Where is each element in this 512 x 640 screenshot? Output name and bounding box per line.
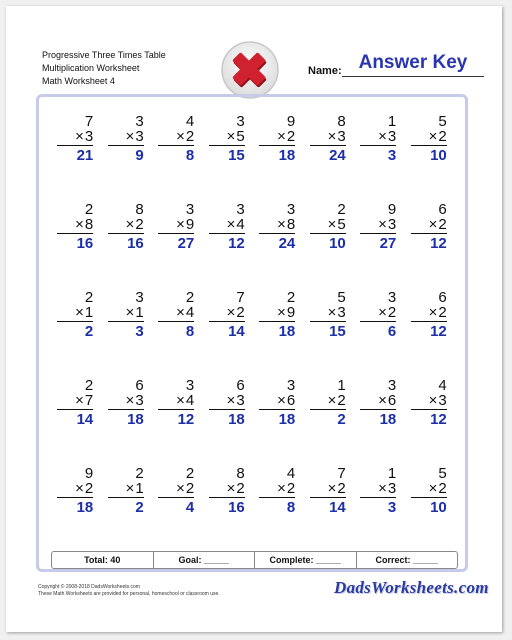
multiplier: 2 — [438, 128, 447, 145]
problem-row — [36, 202, 468, 290]
problem — [360, 290, 396, 378]
times-sign: × — [378, 392, 387, 409]
times-sign: × — [378, 128, 387, 145]
multiplier-line — [57, 305, 93, 322]
multiplicand: 3 — [185, 201, 195, 218]
multiplicand: 6 — [438, 201, 447, 218]
times-sign: × — [327, 128, 337, 145]
times-sign: × — [75, 128, 84, 145]
answer: 18 — [278, 323, 296, 340]
times-sign: × — [226, 480, 236, 497]
multiplier: 2 — [84, 480, 94, 497]
multiplier: 2 — [438, 216, 447, 233]
copyright-line-1: Copyright © 2008-2018 DadsWorksheets.com — [38, 584, 140, 590]
multiplicand: 3 — [387, 377, 397, 394]
times-sign: × — [125, 128, 135, 145]
multiplicand: 3 — [135, 113, 144, 130]
multiplier: 2 — [337, 392, 346, 409]
multiplier-line — [209, 129, 245, 146]
times-sign: × — [226, 304, 236, 321]
answer: 12 — [430, 323, 447, 340]
problem — [411, 202, 447, 290]
problem — [108, 114, 144, 202]
multiplier: 3 — [337, 128, 346, 145]
multiplier: 2 — [185, 128, 195, 145]
multiplier: 9 — [286, 304, 296, 321]
complete-cell: Complete: _____ — [255, 552, 357, 568]
answer: 21 — [76, 147, 94, 164]
times-sign: × — [327, 304, 337, 321]
problem-row — [36, 290, 468, 378]
multiplier: 3 — [84, 128, 94, 145]
multiplicand: 3 — [236, 201, 245, 218]
multiplier: 1 — [135, 480, 144, 497]
multiplicand: 8 — [135, 201, 144, 218]
multiplier-line — [360, 481, 396, 498]
times-sign: × — [176, 480, 185, 497]
multiplicand: 4 — [286, 465, 296, 482]
problem — [259, 290, 295, 378]
multiplier: 3 — [387, 480, 397, 497]
answer: 10 — [430, 499, 447, 516]
multiplier-line — [259, 129, 295, 146]
problem — [209, 114, 245, 202]
answer: 14 — [76, 411, 94, 428]
problem — [209, 466, 245, 554]
answer: 2 — [337, 411, 346, 428]
multiplicand: 2 — [286, 289, 296, 306]
multiplicand: 8 — [337, 113, 346, 130]
multiplier: 7 — [84, 392, 94, 409]
multiplier: 5 — [236, 128, 245, 145]
multiplier-line — [259, 217, 295, 234]
multiplier: 3 — [387, 128, 397, 145]
times-sign: × — [428, 392, 438, 409]
multiplicand: 6 — [438, 289, 447, 306]
times-sign: × — [428, 480, 438, 497]
answer: 8 — [286, 499, 296, 516]
multiplicand: 2 — [185, 289, 195, 306]
times-sign: × — [75, 480, 84, 497]
name-label: Name: — [308, 65, 342, 77]
multiplier: 3 — [387, 216, 397, 233]
answer: 16 — [228, 499, 245, 516]
problem — [360, 202, 396, 290]
site-logo: DadsWorksheets.com — [334, 578, 489, 597]
problem — [259, 202, 295, 290]
worksheet-title — [42, 49, 166, 88]
multiplier-line — [259, 305, 295, 322]
title-line-1: Progressive Three Times Table — [42, 50, 166, 60]
times-sign: × — [176, 128, 185, 145]
times-sign: × — [428, 304, 438, 321]
multiplier: 1 — [135, 304, 144, 321]
multiplier-line — [158, 481, 194, 498]
red-x-icon — [220, 40, 280, 100]
multiplier-line — [108, 217, 144, 234]
answer: 18 — [127, 411, 144, 428]
multiplier: 2 — [236, 304, 245, 321]
problem — [209, 290, 245, 378]
multiplier: 8 — [84, 216, 94, 233]
times-sign: × — [176, 392, 185, 409]
problem — [360, 466, 396, 554]
multiplier: 2 — [438, 480, 447, 497]
problem — [259, 466, 295, 554]
answer: 16 — [127, 235, 144, 252]
times-sign: × — [176, 304, 185, 321]
answer: 15 — [228, 147, 245, 164]
multiplier-line — [259, 481, 295, 498]
multiplier-line — [108, 129, 144, 146]
multiplicand: 5 — [438, 113, 447, 130]
multiplicand: 1 — [337, 377, 346, 394]
problem — [108, 290, 144, 378]
problem — [57, 378, 93, 466]
multiplicand: 9 — [84, 465, 94, 482]
multiplicand: 2 — [135, 465, 144, 482]
problem — [57, 202, 93, 290]
answer: 27 — [379, 235, 397, 252]
problem — [360, 114, 396, 202]
multiplicand: 3 — [286, 201, 296, 218]
multiplicand: 4 — [438, 377, 447, 394]
multiplier-line — [158, 305, 194, 322]
problem — [108, 202, 144, 290]
times-sign: × — [277, 216, 286, 233]
answer: 18 — [379, 411, 397, 428]
goal-cell: Goal: _____ — [154, 552, 256, 568]
times-sign: × — [125, 392, 135, 409]
multiplier: 4 — [185, 304, 195, 321]
multiplier-line — [209, 481, 245, 498]
times-sign: × — [428, 216, 438, 233]
multiplicand: 4 — [185, 113, 195, 130]
problem-grid — [36, 114, 468, 554]
problem — [108, 466, 144, 554]
multiplier-line — [310, 129, 346, 146]
multiplier: 2 — [337, 480, 346, 497]
multiplicand: 5 — [337, 289, 346, 306]
multiplicand: 3 — [185, 377, 195, 394]
answer: 4 — [185, 499, 195, 516]
multiplicand: 9 — [286, 113, 296, 130]
multiplier-line — [209, 305, 245, 322]
answer: 16 — [76, 235, 94, 252]
problem — [158, 378, 194, 466]
problem — [158, 466, 194, 554]
multiplier: 5 — [337, 216, 346, 233]
problem — [310, 290, 346, 378]
answer: 15 — [329, 323, 346, 340]
problem-row — [36, 378, 468, 466]
correct-cell: Correct: _____ — [375, 555, 439, 565]
multiplier-line — [411, 305, 447, 322]
multiplier-line — [411, 393, 447, 410]
multiplier-line — [57, 217, 93, 234]
answer: 3 — [135, 323, 144, 340]
answer: 27 — [177, 235, 195, 252]
multiplier-line — [108, 305, 144, 322]
multiplier-line — [310, 305, 346, 322]
problem — [310, 466, 346, 554]
multiplier: 3 — [236, 392, 245, 409]
times-sign: × — [125, 304, 135, 321]
multiplicand: 7 — [337, 465, 346, 482]
multiplier: 3 — [438, 392, 447, 409]
multiplicand: 9 — [387, 201, 397, 218]
times-sign: × — [327, 392, 337, 409]
problem — [158, 290, 194, 378]
multiplier: 4 — [185, 392, 195, 409]
multiplicand: 3 — [286, 377, 296, 394]
answer: 10 — [329, 235, 346, 252]
problem — [57, 290, 93, 378]
multiplier-line — [209, 393, 245, 410]
problem — [158, 114, 194, 202]
multiplicand: 3 — [387, 289, 397, 306]
multiplier: 4 — [236, 216, 245, 233]
multiplier-line — [158, 393, 194, 410]
multiplier-line — [310, 481, 346, 498]
times-sign: × — [277, 304, 286, 321]
multiplier: 2 — [185, 480, 195, 497]
copyright-notice — [38, 584, 220, 598]
times-sign: × — [226, 392, 236, 409]
title-line-3: Math Worksheet 4 — [42, 76, 115, 86]
problem — [108, 378, 144, 466]
name-field — [308, 54, 486, 78]
multiplier-line — [158, 129, 194, 146]
multiplier-line — [310, 393, 346, 410]
multiplier-line — [310, 217, 346, 234]
multiplicand: 3 — [236, 113, 245, 130]
multiplier-line — [360, 129, 396, 146]
multiplicand: 7 — [84, 113, 94, 130]
multiplier: 2 — [135, 216, 144, 233]
problem — [411, 114, 447, 202]
times-sign: × — [226, 216, 236, 233]
answer: 3 — [387, 147, 397, 164]
multiplicand: 7 — [236, 289, 245, 306]
multiplicand: 8 — [236, 465, 245, 482]
multiplier-line — [158, 217, 194, 234]
answer: 2 — [84, 323, 94, 340]
name-underline — [342, 76, 484, 77]
answer-key-text: Answer Key — [358, 52, 468, 73]
multiplier-line — [57, 129, 93, 146]
multiplier-line — [411, 481, 447, 498]
multiplicand: 1 — [387, 465, 397, 482]
multiplier-line — [259, 393, 295, 410]
multiplier: 8 — [286, 216, 296, 233]
multiplicand: 2 — [84, 289, 94, 306]
times-sign: × — [378, 480, 387, 497]
times-sign: × — [378, 216, 387, 233]
multiplier-line — [360, 217, 396, 234]
answer: 3 — [387, 499, 397, 516]
times-sign: × — [327, 216, 337, 233]
multiplier: 3 — [135, 392, 144, 409]
times-sign: × — [125, 216, 135, 233]
multiplier: 6 — [286, 392, 296, 409]
multiplier-line — [360, 305, 396, 322]
answer: 10 — [430, 147, 447, 164]
times-sign: × — [277, 480, 286, 497]
multiplicand: 1 — [387, 113, 397, 130]
answer: 18 — [278, 147, 296, 164]
times-sign: × — [75, 392, 84, 409]
problem-row — [36, 466, 468, 554]
copyright-line-2: These Math Worksheets are provided for personal, homeschool or classroom use. — [38, 591, 220, 597]
title-line-2: Multiplication Worksheet — [42, 63, 140, 73]
multiplier-line — [411, 217, 447, 234]
multiplicand: 2 — [185, 465, 195, 482]
multiplier: 9 — [185, 216, 195, 233]
answer: 14 — [329, 499, 346, 516]
answer: 12 — [228, 235, 245, 252]
answer: 9 — [135, 147, 144, 164]
times-sign: × — [428, 128, 438, 145]
multiplier-line — [108, 393, 144, 410]
answer: 12 — [430, 235, 447, 252]
problem — [310, 202, 346, 290]
times-sign: × — [277, 392, 286, 409]
times-sign: × — [75, 216, 84, 233]
times-sign: × — [125, 480, 135, 497]
answer: 14 — [228, 323, 245, 340]
multiplier: 6 — [387, 392, 397, 409]
answer: 6 — [387, 323, 397, 340]
multiplier-line — [108, 481, 144, 498]
multiplier: 2 — [286, 480, 296, 497]
problem — [57, 466, 93, 554]
problem — [411, 290, 447, 378]
multiplicand: 6 — [135, 377, 144, 394]
multiplier-line — [360, 393, 396, 410]
multiplier: 1 — [84, 304, 94, 321]
problem — [158, 202, 194, 290]
times-sign: × — [277, 128, 286, 145]
problem — [57, 114, 93, 202]
times-sign: × — [378, 304, 387, 321]
answer: 8 — [185, 323, 195, 340]
problem — [259, 378, 295, 466]
multiplicand: 2 — [337, 201, 346, 218]
answer: 12 — [177, 411, 195, 428]
multiplicand: 5 — [438, 465, 447, 482]
answer: 12 — [430, 411, 447, 428]
times-sign: × — [226, 128, 236, 145]
multiplier: 3 — [337, 304, 346, 321]
multiplicand: 2 — [84, 201, 94, 218]
multiplicand: 3 — [135, 289, 144, 306]
multiplier: 3 — [135, 128, 144, 145]
answer: 24 — [278, 235, 296, 252]
problem — [209, 378, 245, 466]
multiplier: 2 — [438, 304, 447, 321]
multiplier: 2 — [387, 304, 397, 321]
total-cell: Total: 40 — [52, 552, 154, 568]
multiplicand: 2 — [84, 377, 94, 394]
answer: 8 — [185, 147, 195, 164]
multiplier-line — [411, 129, 447, 146]
answer: 18 — [228, 411, 245, 428]
times-sign: × — [176, 216, 185, 233]
problem — [411, 466, 447, 554]
problem — [310, 114, 346, 202]
problem — [360, 378, 396, 466]
multiplier-line — [209, 217, 245, 234]
multiplier: 2 — [236, 480, 245, 497]
problem — [310, 378, 346, 466]
problem — [259, 114, 295, 202]
multiplicand: 6 — [236, 377, 245, 394]
times-sign: × — [75, 304, 84, 321]
multiplier-line — [57, 393, 93, 410]
answer: 2 — [135, 499, 144, 516]
problem — [411, 378, 447, 466]
times-sign: × — [327, 480, 337, 497]
problem-row — [36, 114, 468, 202]
answer: 18 — [278, 411, 296, 428]
problem — [209, 202, 245, 290]
answer: 18 — [76, 499, 94, 516]
multiplier-line — [57, 481, 93, 498]
score-bar — [51, 551, 458, 569]
multiplier: 2 — [286, 128, 296, 145]
answer: 24 — [329, 147, 346, 164]
